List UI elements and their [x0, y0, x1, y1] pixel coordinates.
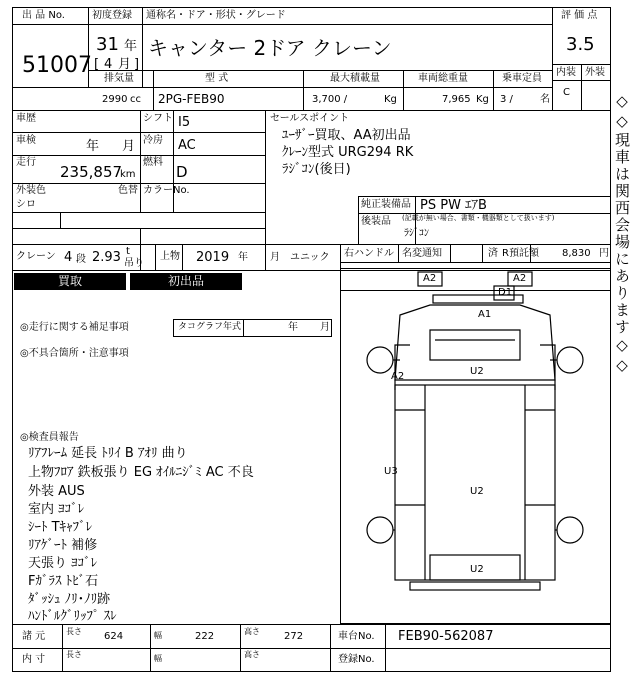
diagram-label: A2: [513, 273, 527, 284]
diagram-label: U2: [470, 564, 484, 575]
inspection-year: 年: [86, 139, 100, 154]
gross-value: 7,965: [442, 94, 471, 105]
shokai-label: 諸 元: [22, 631, 46, 642]
after-equipment-label: 後装品: [361, 216, 391, 227]
ac-label: 冷房: [143, 135, 163, 146]
yen-unit: 円: [599, 248, 609, 259]
model-name: キャンター 2ドア クレーン: [148, 36, 392, 60]
after-equipment: ﾗｼﾞｺﾝ: [404, 228, 429, 239]
inspector-line: 室内 ﾖｺﾞﾚ: [28, 502, 85, 517]
recall-amount: 8,830: [562, 248, 591, 259]
name-change-label: 名変通知: [402, 248, 442, 259]
inspector-line: ﾘｱﾌﾚｰﾑ 延長 ﾄﾘｲ B ｱｵﾘ 曲り: [28, 446, 188, 461]
type-value: 2PG-FEB90: [158, 92, 225, 106]
tacho-label: タコグラフ年式: [178, 322, 242, 332]
max-load-value: 3,700 /: [312, 94, 348, 105]
shift-label: シフト: [143, 113, 173, 124]
exterior-label: 外装: [585, 67, 605, 78]
inspector-line: ｼｰﾄ Tｷｬﾌﾞﾚ: [28, 520, 93, 535]
tacho-year: 年: [288, 322, 298, 333]
type-label: 型 式: [205, 73, 229, 84]
recall-label: R預託額: [502, 248, 539, 259]
truck-diagram: [367, 272, 583, 590]
color-value: シロ: [16, 199, 36, 210]
inspector-line: ﾊﾝﾄﾞﾙｸﾞﾘｯﾌﾟ ｽﾚ: [28, 609, 117, 624]
ton-unit: t: [126, 246, 130, 257]
fuel-value: D: [176, 163, 188, 181]
naiko-label: 内 寸: [22, 654, 46, 665]
first-reg-label: 初度登録: [92, 10, 132, 21]
reg-no-label: 登録No.: [338, 654, 375, 665]
length-label: 長さ: [66, 627, 82, 636]
gross-label: 車両総重量: [418, 73, 468, 84]
crane-label: クレーン: [16, 251, 56, 262]
inspector-line: ﾘｱｹﾞｰﾄ 補修: [28, 538, 98, 553]
handle-label: 右ハンドル: [344, 248, 394, 259]
capacity-label: 乗車定員: [502, 73, 542, 84]
max-load-label: 最大積載量: [330, 73, 380, 84]
height-label: 高さ: [244, 650, 260, 659]
inspector-label: ◎検査員報告: [20, 432, 79, 443]
badge-first-listing: 初出品: [130, 273, 242, 290]
chassis-number: FEB90-562087: [398, 629, 494, 644]
diagram-label: U2: [470, 486, 484, 497]
capacity-value: 3 /: [500, 94, 513, 105]
inspector-line: Fｶﾞﾗｽ ﾄﾋﾞ石: [28, 574, 99, 589]
diagram-label: D1: [498, 287, 513, 298]
fuel-label: 燃料: [143, 157, 163, 168]
lot-number: 51007: [22, 53, 92, 78]
grade-value: 3.5: [566, 34, 595, 55]
crane-stages: 4: [64, 250, 73, 265]
diagram-label: A2: [423, 273, 437, 284]
reg-year: 31: [96, 34, 119, 55]
crane-month-unit: 月: [270, 252, 280, 263]
crane-year-label: 上物: [160, 251, 180, 262]
stage-unit: 段: [76, 254, 86, 265]
std-equipment-label: 純正装備品: [361, 199, 411, 210]
grade-label: 評 価 点: [561, 10, 598, 21]
inspector-line: ﾀﾞｯｼｭ ﾉﾘ･ﾉﾘ跡: [28, 592, 111, 607]
ac-value: AC: [178, 138, 196, 153]
mileage-unit: km: [120, 169, 136, 180]
inspection-label: 車検: [16, 135, 36, 146]
tacho-month: 月: [320, 322, 330, 333]
length-value: 624: [104, 631, 124, 642]
mileage-value: 235,857: [60, 163, 123, 181]
displacement-label: 排気量: [104, 73, 134, 84]
shift-value: I5: [178, 115, 191, 130]
history-label: 車歴: [16, 113, 36, 124]
max-load-unit: Kg: [384, 94, 397, 105]
sales-line: ﾗｼﾞｺﾝ(後日): [282, 162, 351, 177]
reg-month-unit: 月: [118, 57, 132, 72]
color-code-label: カラーNo.: [143, 185, 190, 196]
reg-year-unit: 年: [124, 39, 138, 54]
mileage-label: 走行: [16, 157, 36, 168]
inspection-month: 月: [122, 139, 136, 154]
crane-year: 2019: [196, 250, 230, 265]
inspector-line: 上物ﾌﾛｱ 鉄板張り EG ｵｲﾙﾆｼﾞﾐ AC 不良: [28, 465, 254, 480]
reg-month: 4: [104, 57, 113, 72]
width-label: 幅: [154, 631, 162, 640]
lot-label: 出 品 No.: [22, 10, 65, 21]
capacity-unit: 名: [540, 94, 550, 105]
std-equipment: PS PW ｴｱB: [420, 198, 487, 213]
displacement-unit: cc: [130, 94, 141, 105]
interior-label: 内装: [556, 67, 576, 78]
inspector-line: 外装 AUS: [28, 484, 85, 499]
diagram-label: A2: [391, 371, 405, 382]
diagram-label: U3: [384, 466, 398, 477]
height-label: 高さ: [244, 627, 260, 636]
defects-label: ◎不具合箇所・注意事項: [20, 348, 129, 359]
sales-line: ﾕｰｻﾞｰ買取、AA初出品: [282, 128, 411, 143]
model-label: 通称名・ドア・形状・グレード: [146, 10, 286, 21]
sales-title: セールスポイント: [270, 113, 350, 124]
venue-banner: ◇◇現車は関西会場にあります◇◇: [613, 92, 631, 376]
chassis-label: 車台No.: [338, 631, 375, 642]
after-equipment-note: (記載が無い場合、書類・機器類として扱います): [402, 214, 555, 222]
length-label: 長さ: [66, 650, 82, 659]
ton-suffix: 吊り: [124, 258, 144, 269]
sales-line: ｸﾚｰﾝ型式 URG294 RK: [282, 145, 414, 160]
gross-unit: Kg: [476, 94, 489, 105]
color-label: 外装色: [16, 185, 46, 196]
height-value: 272: [284, 631, 304, 642]
interior-grade: C: [563, 87, 570, 98]
diagram-label: U2: [470, 366, 484, 377]
driving-notes-label: ◎走行に関する補足事項: [20, 322, 129, 333]
crane-maker: ユニック: [290, 252, 330, 263]
crane-year-unit: 年: [238, 252, 248, 263]
inspector-line: 天張り ﾖｺﾞﾚ: [28, 556, 98, 571]
recall-zero-mark: 済: [488, 248, 498, 259]
displacement-value: 2990: [102, 94, 128, 105]
crane-tons: 2.93: [92, 250, 121, 265]
badge-buyout: 買取: [14, 273, 126, 290]
diagram-label: A1: [478, 309, 492, 320]
color-no-label: 色替: [118, 185, 138, 196]
width-value: 222: [195, 631, 215, 642]
width-label: 幅: [154, 654, 162, 663]
